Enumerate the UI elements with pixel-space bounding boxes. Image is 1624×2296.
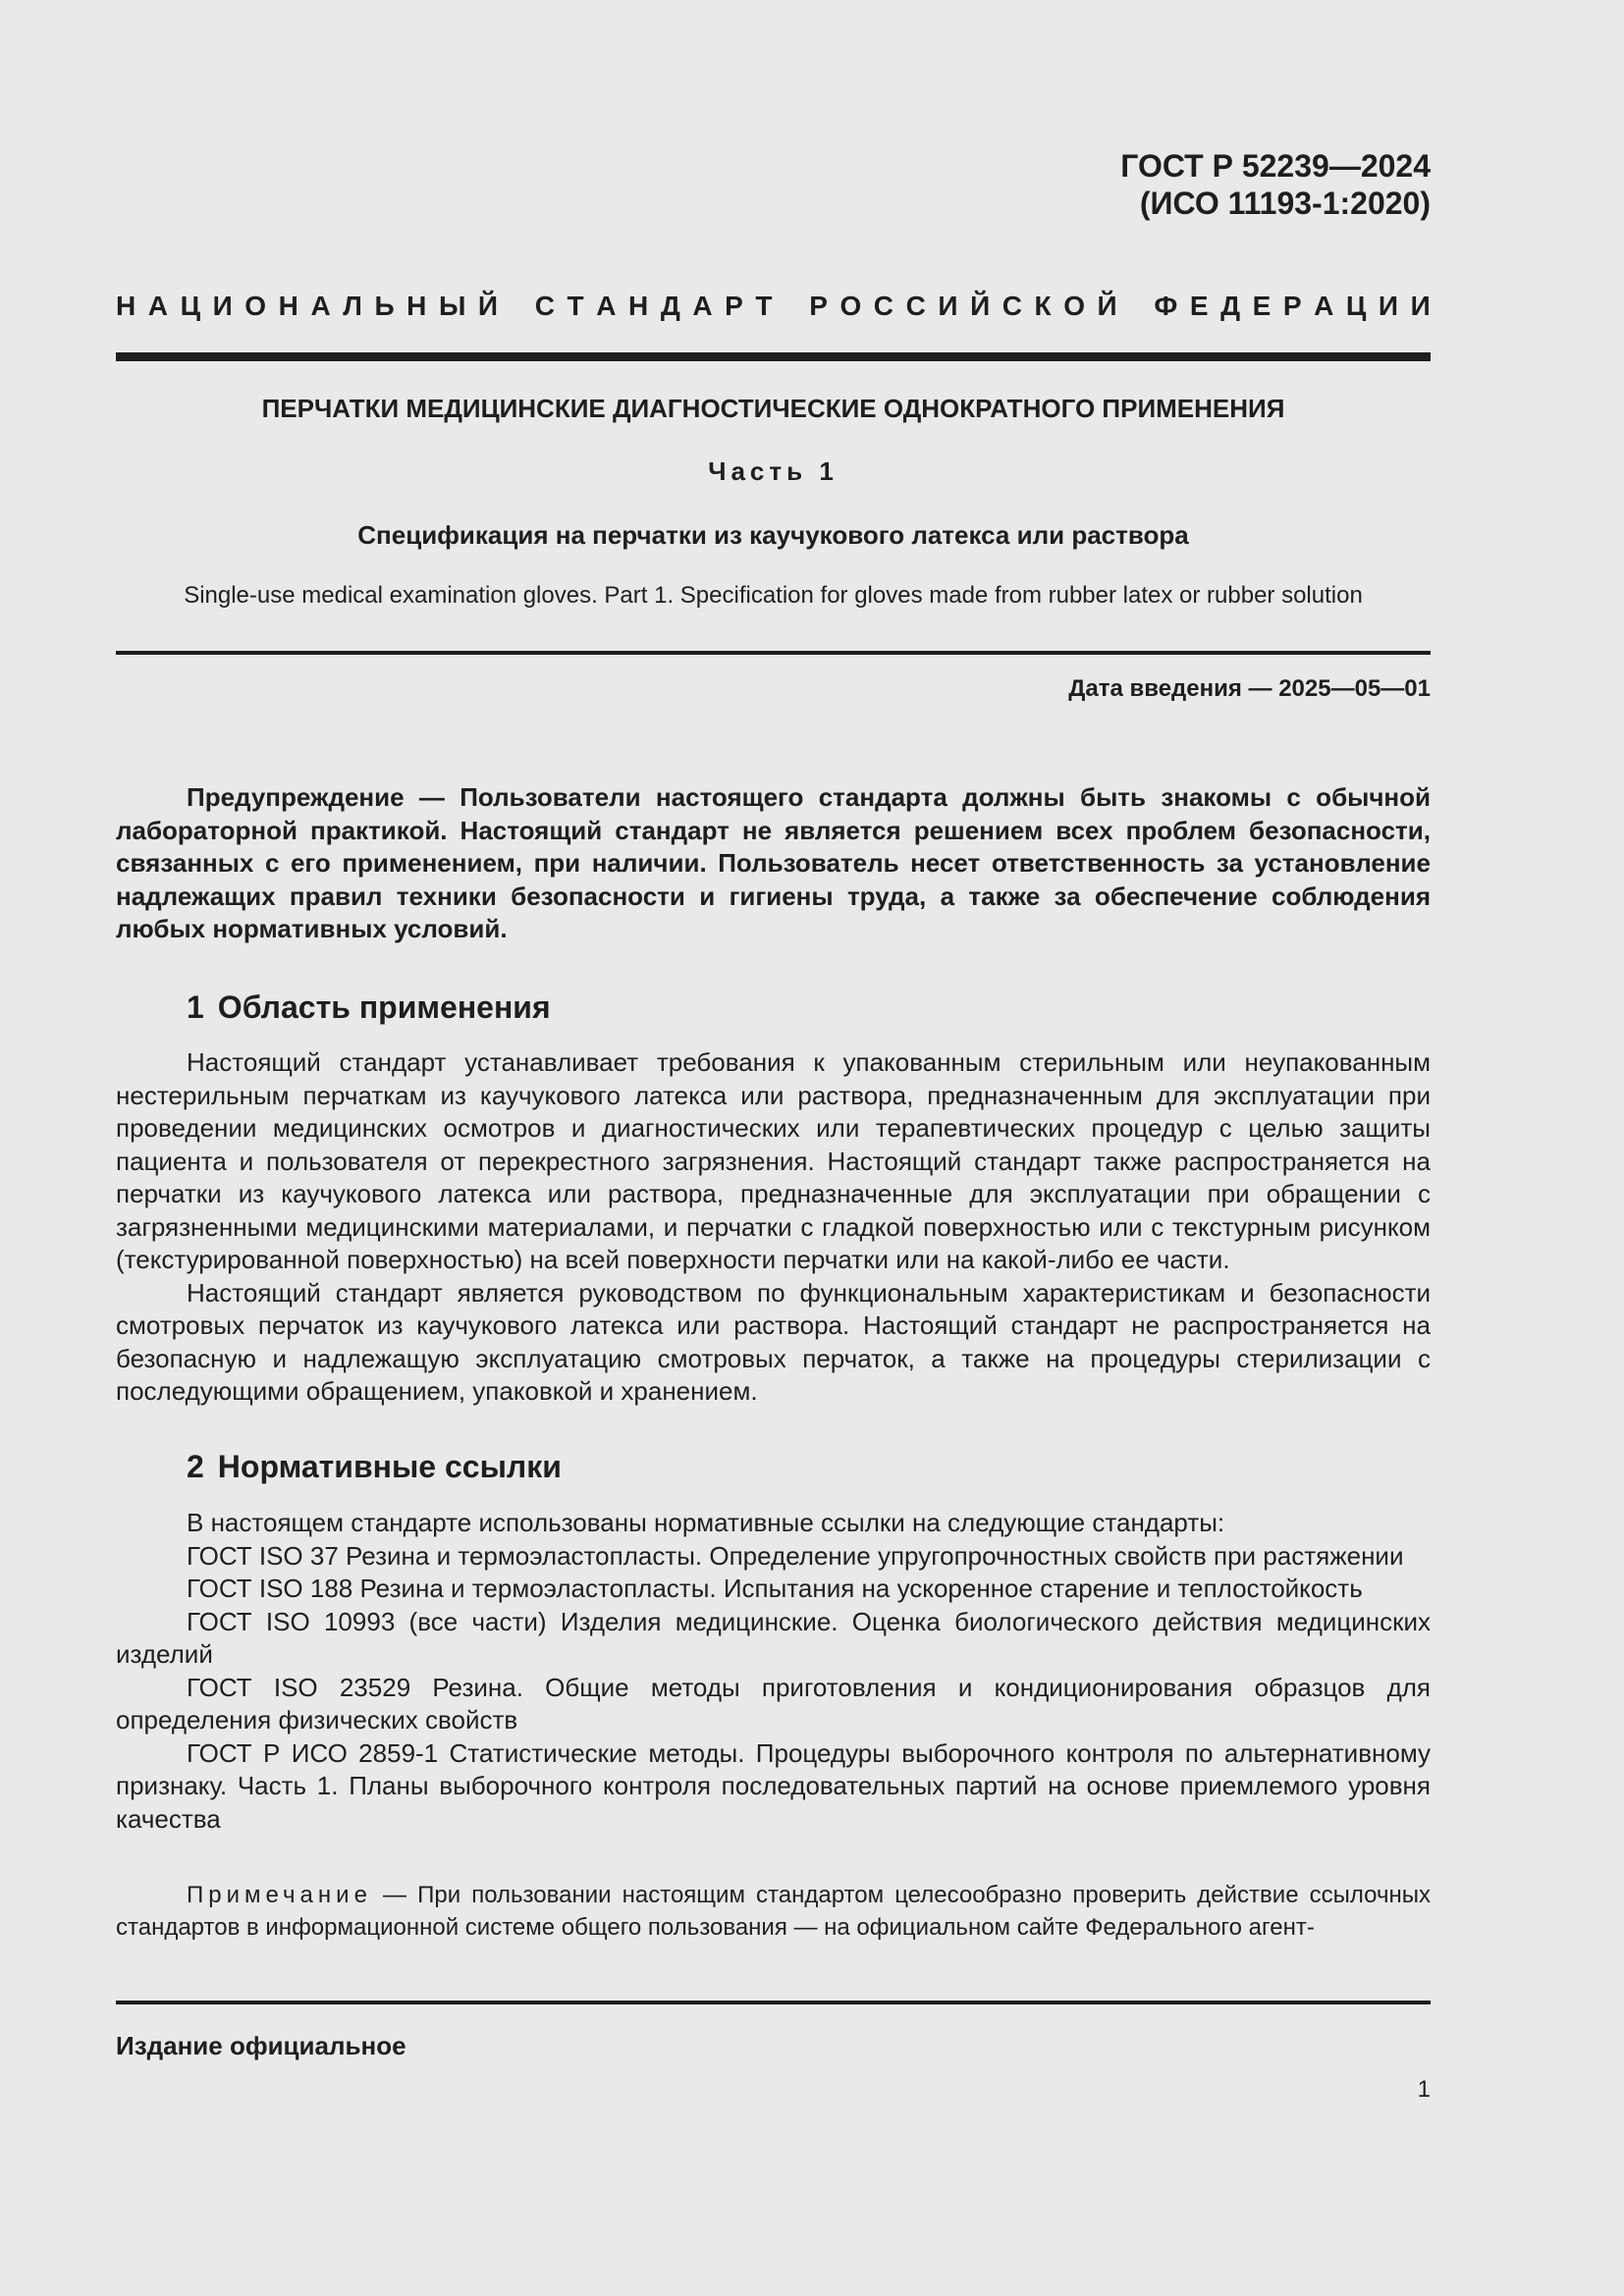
- national-title-word: С Т А Н Д А Р Т: [534, 291, 773, 321]
- scope-body: [116, 1046, 1431, 1409]
- edition-label: Издание официальное: [116, 2031, 406, 2060]
- reference-item: ГОСТ ISO 10993 (все части) Изделия медицинские. Оценка биологического действия медицинских изделий: [116, 1606, 1431, 1669]
- national-title-word: Р О С С И Й С К О Й: [809, 291, 1117, 321]
- reference-item: ГОСТ ISO 188 Резина и термоэластопласты. Испытания на ускоренное старение и теплостойкость: [187, 1574, 1363, 1603]
- section-heading-scope: [187, 988, 551, 1027]
- iso-number: (ИСО 11193-1:2020): [1139, 186, 1431, 221]
- section-number: 2: [187, 1449, 204, 1484]
- section-number: 1: [187, 989, 204, 1025]
- part-title: Часть 1: [708, 456, 839, 486]
- spec-title: Спецификация на перчатки из каучукового латекса или раствора: [357, 520, 1189, 550]
- reference-item: ГОСТ Р ИСО 2859-1 Статистические методы. Процедуры выборочного контроля по альтернативному признаку. Часть 1. Планы выборочного контроля последовательных партий на основе приемлемого уровня качества: [116, 1737, 1431, 1834]
- document-code: [1120, 147, 1431, 222]
- note-block: [116, 1879, 1431, 1944]
- page-number: 1: [1417, 2076, 1431, 2103]
- footer-divider: [116, 2001, 1431, 2004]
- doc-number: ГОСТ Р 52239—2024: [1120, 148, 1431, 184]
- national-title-word: Ф Е Д Е Р А Ц И И: [1154, 291, 1431, 321]
- section-title: Нормативные ссылки: [217, 1449, 562, 1484]
- note-text: — При пользовании настоящим стандартом целесообразно проверить действие ссылочных стандартов в информационной системе общего пользования — на официальном сайте Федерального агент-: [116, 1882, 1431, 1941]
- scope-paragraph: Настоящий стандарт является руководством по функциональным характеристикам и безопасности смотровых перчаток из каучукового латекса или раствора. Настоящий стандарт не распространяется на безопасную и надлежащую эксплуатацию смотровых перчаток, а также на процедуры стерилизации с последующими обращением, упаковкой и хранением.: [116, 1277, 1431, 1406]
- english-title: Single-use medical examination gloves. Part 1. Specification for gloves made from rubber latex or rubber solution: [184, 582, 1363, 609]
- document-page: [116, 0, 1431, 2296]
- scope-paragraph: Настоящий стандарт устанавливает требования к упакованным стерильным или неупакованным нестерильным перчаткам из каучукового латекса или раствора, предназначенным для эксплуатации при проведении медицинских осмотров и диагностических или терапевтических процедур с целью защиты пациента и пользователя от перекрестного загрязнения. Настоящий стандарт также распространяется на перчатки из каучукового латекса или раствора, предназначенные для эксплуатации при обращении с загрязненными медицинскими материалами, и перчатки с гладкой поверхностью или с текстурным рисунком (текстурированной поверхностью) на всей поверхности перчатки или на какой-либо ее части.: [116, 1047, 1431, 1274]
- title-divider: [116, 651, 1431, 655]
- section-heading-references: [187, 1447, 562, 1486]
- intro-date: Дата введения — 2025—05—01: [1068, 675, 1431, 702]
- references-intro: В настоящем стандарте использованы нормативные ссылки на следующие стандарты:: [187, 1508, 1225, 1537]
- warning-paragraph: [116, 781, 1431, 946]
- note-paragraph: [116, 1879, 1431, 1944]
- warning-text: Предупреждение — Пользователи настоящего стандарта должны быть знакомы с обычной лабораторной практикой. Настоящий стандарт не является решением всех проблем безопасности, связанных с его применением, при наличии. Пользователь несет ответственность за установление надлежащих правил техники безопасности и гигиены труда, а также за обеспечение соблюдения любых нормативных условий.: [116, 782, 1431, 943]
- reference-item: ГОСТ ISO 23529 Резина. Общие методы приготовления и кондиционирования образцов для определения физических свойств: [116, 1672, 1431, 1735]
- references-body: [116, 1507, 1431, 1836]
- main-title: ПЕРЧАТКИ МЕДИЦИНСКИЕ ДИАГНОСТИЧЕСКИЕ ОДНОКРАТНОГО ПРИМЕНЕНИЯ: [261, 394, 1285, 423]
- national-title-word: Н А Ц И О Н А Л Ь Н Ы Й: [116, 291, 499, 321]
- note-label: Примечание: [187, 1882, 372, 1908]
- reference-item: ГОСТ ISO 37 Резина и термоэластопласты. Определение упругопрочностных свойств при растяжении: [187, 1540, 1404, 1571]
- national-standard-title: [116, 287, 1431, 326]
- section-title: Область применения: [217, 989, 551, 1025]
- header-divider: [116, 352, 1431, 361]
